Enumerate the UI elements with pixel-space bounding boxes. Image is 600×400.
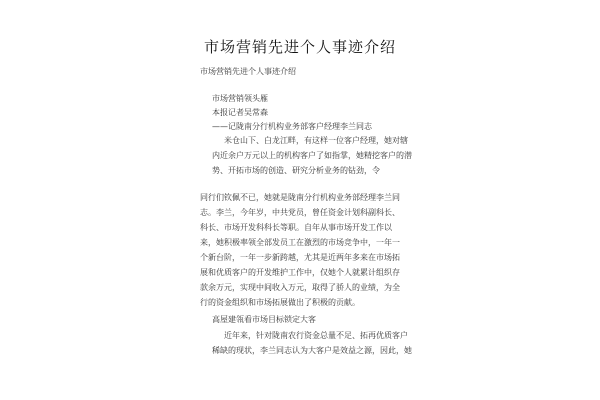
paragraph-line: 米仓山下、白龙江畔，有这样一位客户经理，她对辖 <box>224 136 408 145</box>
paragraph-line: 个新台阶，一年一步新跨越，尤其是近两年多来在市场拓 <box>200 253 400 262</box>
paragraph-line: 展和优质客户的开发维护工作中，仅她个人就累计组织存 <box>200 268 400 277</box>
paragraph-line: 稀缺的现状，李兰同志认为大客户是效益之源，因此，她 <box>212 346 412 355</box>
document-title: 市场营销先进个人事迹介绍 <box>203 38 396 56</box>
article-subject-line: ——记陇南分行机构业务部客户经理李兰同志 <box>212 122 372 131</box>
section-heading: 高屋建瓴看市场目标锁定大客 <box>212 315 316 324</box>
paragraph-line: 近年来，针对陇南农行资金总量不足、拓再优质客户 <box>224 331 408 340</box>
paragraph-line: 款余万元，实现中间收入万元，取得了骄人的业绩，为全 <box>200 283 400 292</box>
paragraph-line: 行的资金组织和市场拓展做出了积极的贡献。 <box>200 298 360 307</box>
column-name: 市场营销领头雁 <box>212 94 268 103</box>
paragraph-line: 势、开拓市场的创造、研究分析业务的钻劲，令 <box>212 166 380 175</box>
paragraph-line: 志。李兰，今年岁，中共党员，曾任资金计划科副科长、 <box>200 208 400 217</box>
document-subtitle: 市场营销先进个人事迹介绍 <box>200 67 296 76</box>
paragraph-line: 科长、市场开发科科长等职。自年从事市场开发工作以 <box>200 223 392 232</box>
paragraph-line: 内近余户万元以上的机构客户了如指掌，她精挖客户的潜 <box>212 151 412 160</box>
paragraph-line: 来，她积极率领全部发员工在激烈的市场竞争中，一年一 <box>200 238 400 247</box>
paragraph-line: 同行们钦佩不已，她就是陇南分行机构业务部经理李兰同 <box>200 193 400 202</box>
reporter-byline: 本报记者吴常森 <box>212 108 268 117</box>
